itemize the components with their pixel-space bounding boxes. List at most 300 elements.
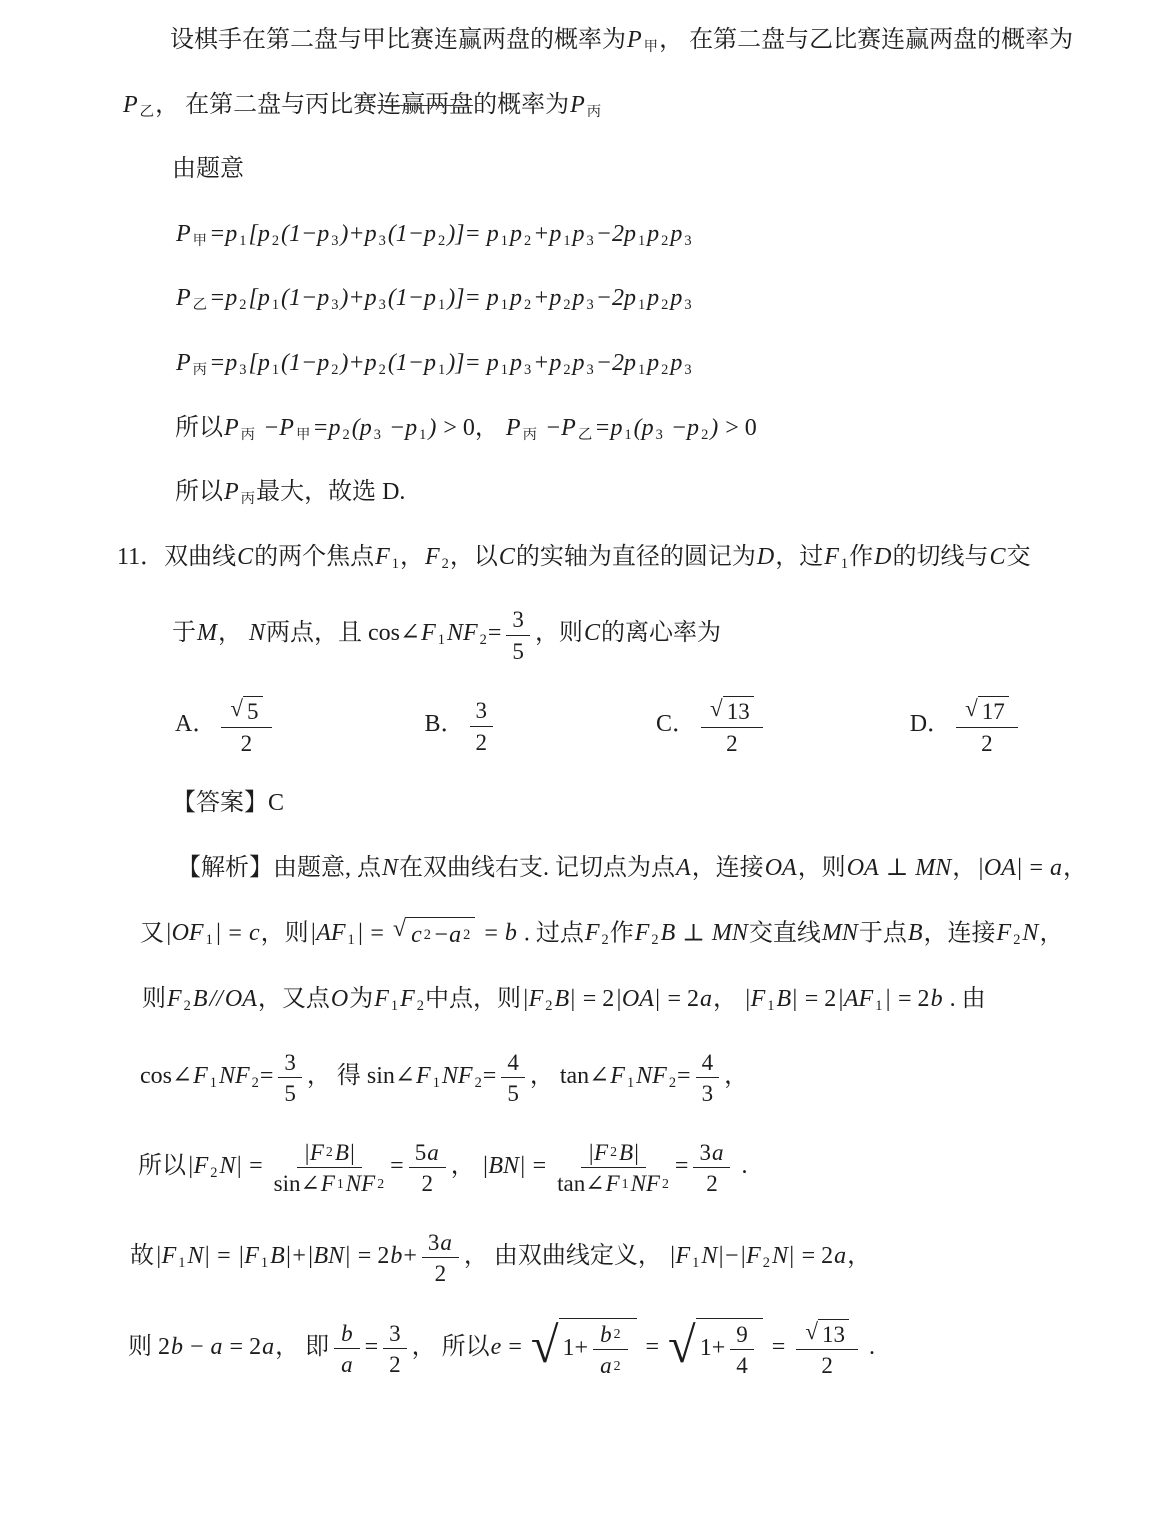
subscript: 3 xyxy=(331,232,339,249)
text-run: ， xyxy=(713,986,743,1013)
math-run: N| xyxy=(187,1242,211,1269)
math-run: )]= p xyxy=(447,349,499,376)
text-run: 2 xyxy=(434,1260,447,1287)
denominator xyxy=(726,728,738,757)
math-run: −p xyxy=(664,414,700,441)
subscript: 2 xyxy=(251,1074,259,1091)
text-run: 2 xyxy=(726,729,738,756)
numerator xyxy=(581,1138,647,1169)
text-run: ， xyxy=(218,620,248,647)
subscript: 3 xyxy=(378,297,386,314)
denominator xyxy=(241,728,253,757)
math-run: F xyxy=(416,1062,431,1089)
math-run: MN xyxy=(915,854,952,881)
math-run: B| xyxy=(334,1138,356,1165)
text-run: = xyxy=(677,1062,691,1089)
text-run: 5 xyxy=(246,698,259,725)
numerator xyxy=(422,1228,459,1259)
subscript: 丙 xyxy=(522,426,537,443)
math-run: P xyxy=(570,91,585,118)
subscript: 1 xyxy=(205,931,213,948)
math-run: −a xyxy=(432,921,462,948)
fraction xyxy=(274,1138,386,1197)
text-run: 由题意 xyxy=(172,156,244,183)
math-run: MN xyxy=(821,919,858,946)
text-run: 2 xyxy=(475,728,488,755)
fraction xyxy=(730,1320,754,1379)
subscript: 2 xyxy=(1013,931,1021,948)
text-run: 9 xyxy=(736,1320,748,1347)
text-run: = xyxy=(482,1062,497,1089)
text-run: 两点，且 cos∠ xyxy=(266,620,421,647)
fraction xyxy=(693,1138,730,1197)
subscript: 1 xyxy=(438,362,446,378)
text-run: ，又点 xyxy=(257,986,330,1013)
numerator xyxy=(409,1138,446,1169)
math-run: p xyxy=(572,220,585,247)
text-run: = 2 xyxy=(892,986,930,1013)
text-run: 故 xyxy=(130,1242,154,1269)
text-run: 3 xyxy=(701,1080,714,1107)
q11-analysis-line-7 xyxy=(128,1318,1118,1379)
math-run: (p xyxy=(351,414,372,441)
fraction xyxy=(557,1138,670,1197)
text-run: 为 xyxy=(349,986,374,1013)
numerator xyxy=(501,1048,525,1079)
math-run: |BN| xyxy=(481,1152,526,1179)
math-run: b xyxy=(504,919,517,946)
text-run: ， 在第二盘与丙比赛 xyxy=(155,91,378,118)
text-run: 的切线与 xyxy=(892,543,989,570)
square-root xyxy=(230,696,262,725)
math-run: NF xyxy=(345,1170,376,1197)
subscript: 2 xyxy=(610,1144,617,1160)
text-run: ，连接 xyxy=(923,919,996,946)
square-root xyxy=(710,696,754,725)
text-run: 5 xyxy=(507,1080,519,1107)
fraction xyxy=(506,605,530,664)
radical-sign: √ xyxy=(230,695,243,722)
radical-sign: √ xyxy=(710,695,723,722)
math-run: p xyxy=(670,349,683,376)
text-run: ，过 xyxy=(775,543,824,570)
math-run: N xyxy=(1022,919,1039,946)
superscript: 2 xyxy=(613,1326,621,1342)
fraction xyxy=(278,1048,302,1107)
math-run: −2p xyxy=(595,349,636,376)
subscript: 1 xyxy=(840,555,849,572)
q11-analysis-line-2 xyxy=(140,917,1118,953)
math-run: )]= p xyxy=(447,285,499,312)
q11-answer xyxy=(172,787,1118,821)
math-run: [p xyxy=(248,285,270,312)
text-run: + xyxy=(292,1242,306,1269)
text-run: 作 xyxy=(849,543,874,570)
text-run: 在双曲线右支. 记切点为点 xyxy=(399,854,676,881)
text-run: . 过点 xyxy=(517,919,584,946)
text-run: ， xyxy=(400,543,424,570)
text-run: 4 xyxy=(701,1048,714,1075)
math-run: )+p xyxy=(340,220,377,247)
text-run: = xyxy=(211,1242,237,1269)
q11-analysis-line-4 xyxy=(140,1048,1118,1107)
text-run: 17 xyxy=(981,698,1005,725)
math-run: C xyxy=(989,543,1006,570)
subscript: 1 xyxy=(626,1074,635,1091)
subscript: 1 xyxy=(621,1175,629,1191)
text-run: . 由 xyxy=(943,986,986,1013)
text-run: = xyxy=(1023,854,1049,881)
math-run: N xyxy=(249,620,266,647)
math-run: |F xyxy=(187,1152,209,1179)
math-run: A xyxy=(676,854,691,881)
math-run: N| xyxy=(219,1152,243,1179)
numerator xyxy=(593,1320,627,1351)
text-run: ，以 xyxy=(449,543,498,570)
text-run: 2 xyxy=(389,1351,401,1378)
math-run: a xyxy=(834,1242,847,1269)
text-run: ， 由双曲线定义， xyxy=(463,1242,668,1269)
text-run: 最大，故选 D. xyxy=(256,479,406,506)
fraction xyxy=(796,1318,858,1379)
math-run: P xyxy=(224,414,239,441)
fraction xyxy=(422,1228,459,1287)
math-run: NF xyxy=(636,1062,667,1089)
numerator xyxy=(278,1048,302,1079)
text-run: ， 得 sin∠ xyxy=(306,1062,416,1089)
text-run: 2 xyxy=(706,1170,718,1197)
math-run: (1−p xyxy=(387,285,436,312)
math-run: M xyxy=(197,620,217,647)
math-run: (1−p xyxy=(281,349,330,376)
math-run: |F xyxy=(744,986,766,1013)
math-run: P xyxy=(627,27,642,53)
math-run: D xyxy=(874,543,892,570)
text-run: 的概率为 xyxy=(473,91,570,118)
denominator xyxy=(284,1078,296,1107)
subscript: 1 xyxy=(500,362,508,378)
subscript: 2 xyxy=(651,931,659,948)
subscript: 1 xyxy=(260,1254,269,1271)
fraction xyxy=(501,1048,525,1107)
text-run: 13 xyxy=(726,698,750,725)
denominator xyxy=(702,1078,714,1107)
subscript: 1 xyxy=(438,297,446,314)
text-run: ⊥ xyxy=(676,919,711,946)
q10-formula-p-bing xyxy=(175,347,1118,381)
superscript: 2 xyxy=(613,1357,621,1373)
radical-sign: √ xyxy=(965,695,978,722)
math-run: |OA| xyxy=(977,854,1023,881)
text-run: ，则 xyxy=(797,854,846,881)
square-root xyxy=(393,917,475,953)
math-run: |F xyxy=(155,1242,177,1269)
subscript: 1 xyxy=(209,1074,217,1091)
subscript: 2 xyxy=(762,1254,770,1271)
math-run: |F xyxy=(303,1138,324,1165)
subscript: 1 xyxy=(419,426,427,443)
text-run: ， xyxy=(724,1062,749,1089)
math-run: p xyxy=(647,285,660,312)
text-run: 设棋手在第二盘与甲比赛连赢两盘的概率为 xyxy=(170,27,626,53)
denominator xyxy=(706,1168,718,1197)
math-run: +p xyxy=(533,220,562,247)
text-run: tan∠ xyxy=(557,1170,605,1197)
text-run: > 0， xyxy=(437,414,505,441)
text-run: . xyxy=(735,1152,748,1179)
numerator xyxy=(693,1138,730,1169)
subscript: 丙 xyxy=(240,426,256,443)
math-run: p xyxy=(572,349,585,376)
math-run: p xyxy=(509,285,522,312)
radical-sign: √ xyxy=(805,1317,818,1344)
math-run: P xyxy=(176,220,191,247)
text-run: = xyxy=(526,1152,553,1179)
text-run: ，则 xyxy=(534,620,583,647)
radicand xyxy=(723,696,754,725)
math-run: b xyxy=(341,1319,353,1346)
text-run: 13 xyxy=(821,1320,845,1347)
subscript: 丙 xyxy=(240,491,256,508)
subscript: 2 xyxy=(479,632,487,649)
subscript: 2 xyxy=(377,1175,385,1191)
text-run: 2 xyxy=(981,729,993,756)
subscript: 1 xyxy=(637,362,646,378)
subscript: 2 xyxy=(438,232,446,249)
radicand xyxy=(818,1319,849,1348)
text-run: ， 在第二盘与乙比赛连赢两盘的概率为 xyxy=(659,27,1074,53)
denominator xyxy=(599,1350,621,1379)
math-run: N| xyxy=(772,1242,795,1269)
text-run: 5 xyxy=(512,637,524,664)
superscript: 2 xyxy=(463,927,471,944)
numerator xyxy=(221,695,271,728)
text-run: = xyxy=(222,919,248,946)
math-run: e xyxy=(490,1333,502,1360)
subscript: 2 xyxy=(523,297,532,314)
text-run: 的两个焦点 xyxy=(254,543,375,570)
math-run: F xyxy=(375,543,390,570)
subscript: 3 xyxy=(239,362,247,378)
square-root xyxy=(805,1319,849,1348)
subscript: 1 xyxy=(347,931,355,948)
fraction xyxy=(701,695,763,756)
math-run: |BN| xyxy=(306,1242,351,1269)
radicand xyxy=(696,1318,763,1379)
subscript: 3 xyxy=(684,297,692,314)
text-run: ， 所以 xyxy=(411,1333,490,1360)
radicand xyxy=(559,1318,637,1379)
subscript: 2 xyxy=(661,297,669,314)
math-run: P xyxy=(505,414,521,441)
math-run: (1−p xyxy=(387,349,436,376)
math-run: F xyxy=(824,543,839,570)
subscript: 2 xyxy=(701,426,709,443)
math-run: b xyxy=(390,1242,403,1269)
subscript: 甲 xyxy=(295,426,311,443)
subscript: 3 xyxy=(331,297,339,314)
math-run: |OA| xyxy=(615,986,661,1013)
subscript: 1 xyxy=(624,426,632,443)
fraction xyxy=(593,1320,627,1379)
math-run: b xyxy=(171,1333,183,1360)
text-run: 3 xyxy=(512,606,524,633)
subscript: 1 xyxy=(437,632,445,649)
numerator xyxy=(701,695,763,728)
text-run: 3 xyxy=(284,1048,296,1075)
subscript: 1 xyxy=(637,297,646,314)
subscript: 3 xyxy=(586,297,594,314)
spacer xyxy=(498,730,656,731)
subscript: 2 xyxy=(563,297,571,314)
math-run: O xyxy=(330,986,349,1013)
math-run: N xyxy=(382,854,399,881)
math-run: D xyxy=(756,543,775,570)
math-run: |F xyxy=(668,1242,691,1269)
math-run: B| xyxy=(270,1242,292,1269)
math-run: C xyxy=(583,620,600,647)
text-run: 5 xyxy=(414,1138,427,1165)
denominator xyxy=(512,636,524,665)
math-run: C xyxy=(237,543,254,570)
math-run: a xyxy=(600,1352,612,1379)
text-run: ，则 xyxy=(260,919,309,946)
math-run: B| xyxy=(618,1138,640,1165)
text-run: cos∠ xyxy=(140,1062,193,1089)
subscript: 2 xyxy=(416,998,424,1015)
radicand xyxy=(243,696,263,725)
math-run: |F xyxy=(521,986,544,1013)
q10-conclusion xyxy=(175,476,1118,510)
numerator xyxy=(506,605,530,636)
text-run: 的离心率为 xyxy=(600,620,721,647)
fraction xyxy=(696,1048,720,1107)
subscript: 2 xyxy=(325,1144,333,1160)
text-run: 4 xyxy=(507,1048,519,1075)
subscript: 3 xyxy=(684,232,692,249)
math-run: p xyxy=(647,349,660,376)
text-run: ， 即 xyxy=(275,1333,330,1360)
subscript: 2 xyxy=(474,1074,482,1091)
q11-options-row xyxy=(175,695,1118,756)
numerator xyxy=(383,1319,407,1350)
math-run: [p xyxy=(248,349,270,376)
text-run: C． xyxy=(656,711,697,738)
radicand xyxy=(406,917,475,953)
q10-text-line-2 xyxy=(122,89,1118,123)
math-run: F xyxy=(193,1062,208,1089)
text-run: 3 xyxy=(389,1319,401,1346)
fraction xyxy=(221,695,271,756)
radicand xyxy=(978,696,1009,725)
subscript: 2 xyxy=(523,232,532,249)
text-run: ⊥ xyxy=(879,854,915,881)
math-run: −2p xyxy=(595,220,636,247)
math-run: (1−p xyxy=(281,220,330,247)
text-run: 2 xyxy=(821,1352,833,1379)
text-run: − xyxy=(724,1242,739,1269)
document-body xyxy=(117,24,1118,1379)
text-run: ， xyxy=(847,1242,872,1269)
math-run: F xyxy=(605,1170,620,1197)
text-run: = xyxy=(390,1152,404,1179)
text-run: A． xyxy=(175,711,217,738)
text-run: 交直线 xyxy=(748,919,821,946)
math-run: OA xyxy=(764,854,797,881)
q11-analysis-line-6 xyxy=(130,1228,1118,1287)
text-run: = 2 xyxy=(223,1333,262,1360)
text-run: = xyxy=(243,1152,269,1179)
denominator xyxy=(389,1349,401,1378)
numerator xyxy=(334,1319,360,1350)
subscript: 3 xyxy=(378,232,386,249)
math-run: [p xyxy=(248,220,270,247)
math-run: | xyxy=(884,986,892,1013)
subscript: 3 xyxy=(655,426,663,443)
math-run: B| xyxy=(776,986,798,1013)
text-run: − xyxy=(184,1333,210,1360)
text-run: = xyxy=(259,1062,274,1089)
text-run: 于 xyxy=(172,620,196,647)
q10-comparison xyxy=(175,412,1118,446)
subscript: 1 xyxy=(390,998,399,1015)
math-run: a xyxy=(440,1228,452,1255)
numerator xyxy=(470,696,494,727)
q11-analysis-line-3 xyxy=(142,983,1118,1017)
subscript: 3 xyxy=(373,426,381,443)
text-run: 1+ xyxy=(562,1335,589,1362)
text-run: 2 xyxy=(421,1170,433,1197)
math-run: =p xyxy=(594,414,623,441)
text-run: = xyxy=(487,620,502,647)
subscript: 丙 xyxy=(586,103,602,120)
math-run: OA xyxy=(224,986,257,1013)
subscript: 2 xyxy=(662,1175,669,1191)
subscript: 3 xyxy=(523,362,532,378)
math-run: |AF xyxy=(837,986,874,1013)
subscript: 2 xyxy=(545,998,553,1015)
math-run: (1−p xyxy=(387,220,436,247)
numerator xyxy=(297,1138,363,1169)
math-run: B xyxy=(660,919,676,946)
subscript: 2 xyxy=(271,232,280,249)
subscript: 甲 xyxy=(643,39,659,56)
text-run: 11．双曲线 xyxy=(117,543,237,570)
math-run: =p xyxy=(209,220,238,247)
text-run: 则 xyxy=(142,986,166,1013)
radical-sign: √ xyxy=(392,915,407,942)
subscript: 1 xyxy=(500,232,508,249)
denominator xyxy=(274,1168,386,1197)
subscript: 乙 xyxy=(139,103,155,120)
math-run: C xyxy=(498,543,515,570)
subscript: 1 xyxy=(432,1074,440,1091)
subscript: 2 xyxy=(378,362,386,378)
square-root xyxy=(531,1318,637,1379)
denominator xyxy=(476,727,488,756)
q11-stem-line-2 xyxy=(172,605,1118,664)
math-run: F xyxy=(584,919,600,946)
text-run: 4 xyxy=(736,1352,748,1379)
subscript: 1 xyxy=(271,362,280,378)
math-run: +p xyxy=(533,285,562,312)
math-run: c xyxy=(411,921,422,948)
math-run: p xyxy=(509,220,522,247)
math-run: )+p xyxy=(340,349,377,376)
subscript: 1 xyxy=(391,555,399,572)
text-run: = 2 xyxy=(661,986,699,1013)
text-run: 所以 xyxy=(138,1152,186,1179)
